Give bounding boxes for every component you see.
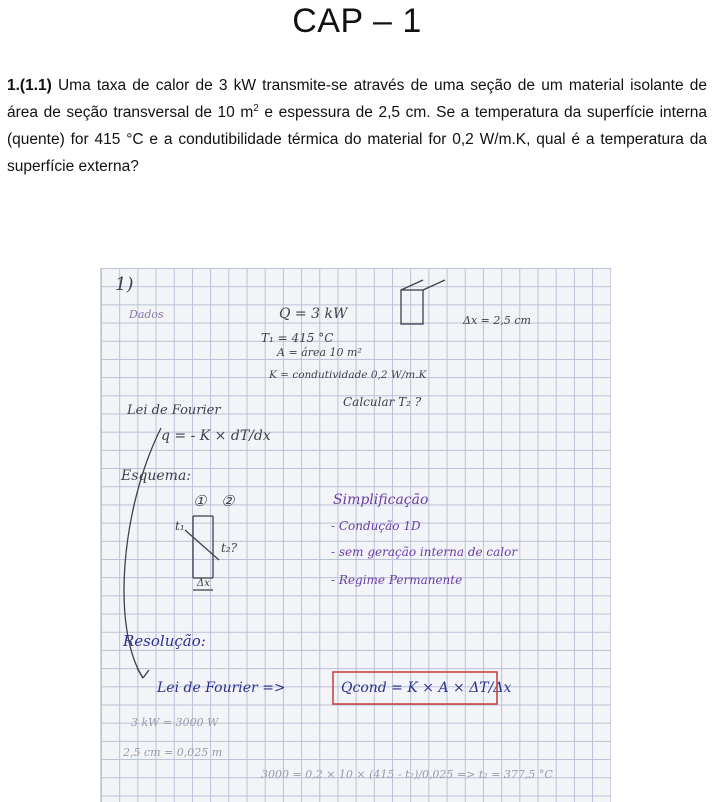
- hw-calcular: Calcular T₂ ?: [343, 395, 422, 409]
- problem-text-part2: e espessura de 2,5 cm. Se a temperatura da superfície interna (quente) for 415 °C e a condutibilidade térmica do material for 0,2 W/m.K, qual é a temperatura da superfície externa?: [7, 104, 707, 175]
- hw-boxed-eq: Qcond = K × A × ΔT/Δx: [341, 680, 512, 696]
- problem-statement: [7, 72, 707, 180]
- hw-delta-x: Δx = 2,5 cm: [463, 314, 531, 327]
- hw-conversion-1: 3 kW = 3000 W: [131, 716, 219, 729]
- hw-resolucao: Resolução:: [123, 632, 206, 650]
- handwritten-notes: [101, 268, 611, 802]
- hw-simplif-title: Simplificação: [333, 492, 429, 508]
- problem-text-part1: Uma taxa de calor de 3 kW transmite-se através de uma seção de um material isolante de área de seção transversal de 10 m: [7, 77, 707, 121]
- hw-dados: Dados: [129, 308, 164, 321]
- hw-conversion-2: 2,5 cm = 0,025 m: [123, 746, 223, 759]
- hw-k-line: K = condutividade 0,2 W/m.K: [269, 369, 427, 381]
- hw-fourier-eq: q = - K × dT/dx: [161, 428, 271, 444]
- hw-q-line: Q = 3 kW: [279, 306, 348, 322]
- hw-t2-label: t₂?: [221, 541, 238, 555]
- hw-simplif-1: - Condução 1D: [331, 519, 421, 533]
- hw-esquema: Esquema:: [121, 468, 192, 484]
- hw-item-number: 1): [115, 274, 134, 295]
- hw-t1-line: T₁ = 415 °C: [261, 331, 334, 345]
- hw-simplif-3: - Regime Permanente: [331, 573, 463, 587]
- handwritten-solution-photo: [100, 268, 611, 802]
- chapter-title: CAP – 1: [292, 2, 422, 40]
- hw-dx-label: Δx: [197, 578, 210, 589]
- area-unit-superscript: 2: [253, 102, 259, 114]
- hw-final-eq: 3000 = 0,2 × 10 × (415 - t₂)/0,025 => t₂ = 377,5 °C: [261, 768, 553, 781]
- hw-node-2: ②: [221, 492, 235, 510]
- hw-area-line: A = área 10 m²: [277, 346, 362, 359]
- hw-fourier-result: Lei de Fourier =>: [157, 680, 286, 696]
- problem-number: 1.(1.1): [7, 77, 52, 94]
- hw-simplif-2: - sem geração interna de calor: [331, 545, 518, 559]
- hw-node-1: ①: [193, 492, 207, 510]
- hw-fourier-title: Lei de Fourier: [127, 403, 221, 418]
- hw-t1-label: t₁: [175, 519, 185, 533]
